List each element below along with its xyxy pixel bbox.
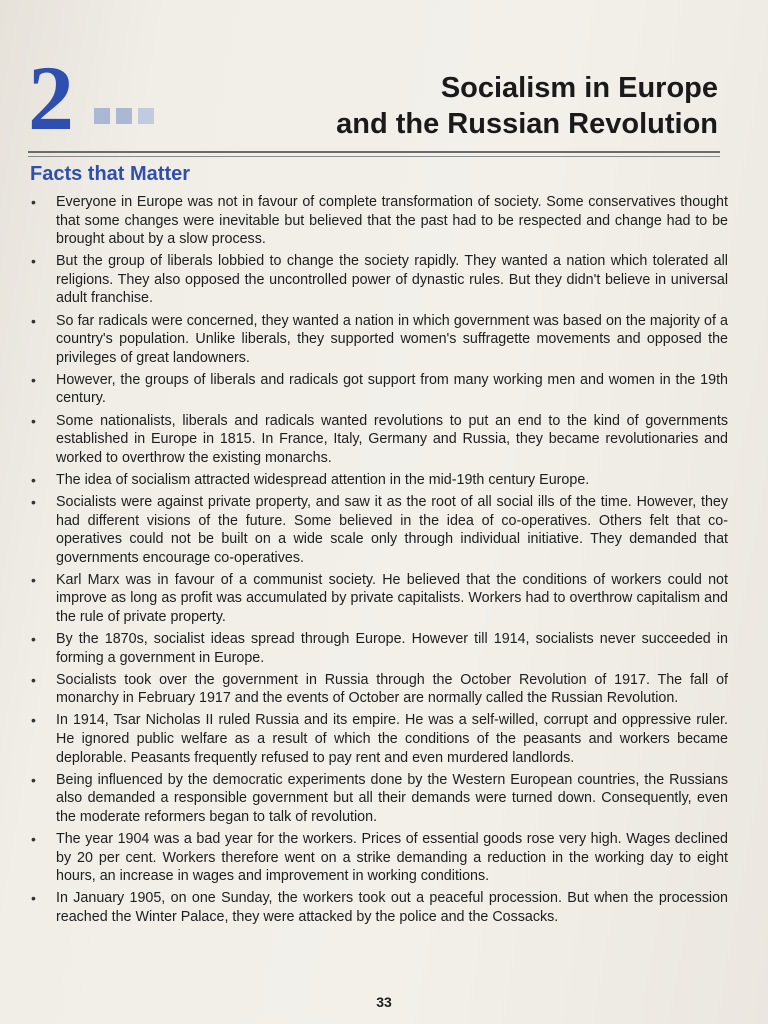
bullet-icon: • bbox=[31, 412, 36, 429]
list-item bbox=[28, 493, 728, 567]
fact-text: Karl Marx was in favour of a communist society. He believed that the conditions of workers could not improve as long as profit was accumulated by private capitalists. Workers had to overthrow capitalism and the rule of private property. bbox=[56, 571, 728, 625]
fact-text: In 1914, Tsar Nicholas II ruled Russia and its empire. He was a self-willed, corrupt and oppressive ruler. He ignored public welfare as a result of which the conditions of the peasants and workers became deplorable. Peasants frequently refused to pay rent and even murdered landlords. bbox=[56, 712, 728, 766]
list-item bbox=[28, 830, 728, 886]
fact-text: Everyone in Europe was not in favour of complete transformation of society. Some conservatives thought that some changes were inevitable but believed that the past had to be respected and change had to be brought about by a slow process. bbox=[56, 194, 728, 248]
decorative-square bbox=[116, 108, 132, 124]
decorative-square bbox=[94, 108, 110, 124]
list-item bbox=[28, 889, 728, 926]
bullet-icon: • bbox=[31, 771, 36, 788]
bullet-icon: • bbox=[31, 194, 36, 210]
title-divider-thin bbox=[28, 156, 720, 157]
chapter-title-line-2: and the Russian Revolution bbox=[336, 108, 718, 140]
bullet-icon: • bbox=[31, 831, 36, 847]
bullet-icon: • bbox=[31, 471, 36, 488]
list-item bbox=[28, 471, 728, 490]
list-item bbox=[28, 412, 728, 468]
bullet-icon: • bbox=[31, 312, 36, 329]
title-divider bbox=[28, 151, 720, 153]
page-number: 33 bbox=[376, 994, 392, 1010]
list-item bbox=[28, 711, 728, 767]
list-item bbox=[28, 193, 728, 249]
fact-text: However, the groups of liberals and radicals got support from many working men and women in the 19th century. bbox=[56, 371, 728, 407]
bullet-icon: • bbox=[31, 493, 36, 510]
chapter-number: 2 bbox=[28, 47, 74, 149]
fact-text: In January 1905, on one Sunday, the workers took out a peaceful procession. But when the procession reached the Winter Palace, they were attacked by the police and the Cossacks. bbox=[56, 890, 728, 925]
fact-text: So far radicals were concerned, they wanted a nation in which government was based on the majority of a country's population. Unlike liberals, they supported women's suffragette movements and opposed the privileges of great landowners. bbox=[56, 312, 728, 366]
chapter-title bbox=[336, 70, 718, 142]
bullet-icon: • bbox=[31, 571, 36, 588]
list-item bbox=[28, 371, 728, 408]
list-item bbox=[28, 671, 728, 708]
fact-text: Some nationalists, liberals and radicals wanted revolutions to put an end to the kind of governments established in Europe in 1815. In France, Italy, Germany and Russia, they became revolutionaries and worked to overthrow the existing monarchs. bbox=[56, 412, 728, 466]
list-item bbox=[28, 252, 728, 308]
fact-text: By the 1870s, socialist ideas spread through Europe. However till 1914, socialists never succeeded in forming a government in Europe. bbox=[56, 631, 728, 666]
bullet-icon: • bbox=[31, 671, 36, 688]
bullet-icon: • bbox=[31, 253, 36, 270]
section-heading: Facts that Matter bbox=[30, 163, 191, 185]
bullet-icon: • bbox=[31, 371, 36, 388]
fact-text: The idea of socialism attracted widespread attention in the mid-19th century Europe. bbox=[56, 471, 590, 488]
fact-text: Being influenced by the democratic experiments done by the Western European countries, the Russians also demanded a responsible government but all their demands were turned down. Consequently, even the moderate reformers began to talk of revolution. bbox=[56, 771, 728, 825]
chapter-title-line-1: Socialism in Europe bbox=[440, 72, 718, 104]
decorative-square bbox=[138, 108, 154, 124]
facts-list bbox=[28, 193, 728, 930]
list-item bbox=[28, 630, 728, 667]
fact-text: Socialists took over the government in Russia through the October Revolution of 1917. The fall of monarchy in February 1917 and the events of October are normally called the Russian Revolution. bbox=[56, 671, 728, 707]
fact-text: Socialists were against private property, and saw it as the root of all social ills of the time. However, they had different visions of the future. Some believed in the idea of co-operatives. Others felt that co-operatives could not be built on a wide scale only through individual initiative. They demanded that governments encourage co-operatives. bbox=[56, 493, 728, 566]
bullet-icon: • bbox=[31, 890, 36, 907]
list-item bbox=[28, 571, 728, 627]
list-item bbox=[28, 771, 728, 827]
list-item bbox=[28, 312, 728, 368]
bullet-icon: • bbox=[31, 712, 36, 729]
fact-text: But the group of liberals lobbied to change the society rapidly. They wanted a nation which tolerated all religions. They also opposed the uncontrolled power of dynastic rules. But they didn't believe in universal adult franchise. bbox=[56, 253, 728, 307]
bullet-icon: • bbox=[31, 631, 36, 648]
fact-text: The year 1904 was a bad year for the workers. Prices of essential goods rose very high. Wages declined by 20 per cent. Workers therefore went on a strike demanding a reduction in the working day to eight hours, an increase in wages and improvement in working conditions. bbox=[56, 831, 728, 885]
